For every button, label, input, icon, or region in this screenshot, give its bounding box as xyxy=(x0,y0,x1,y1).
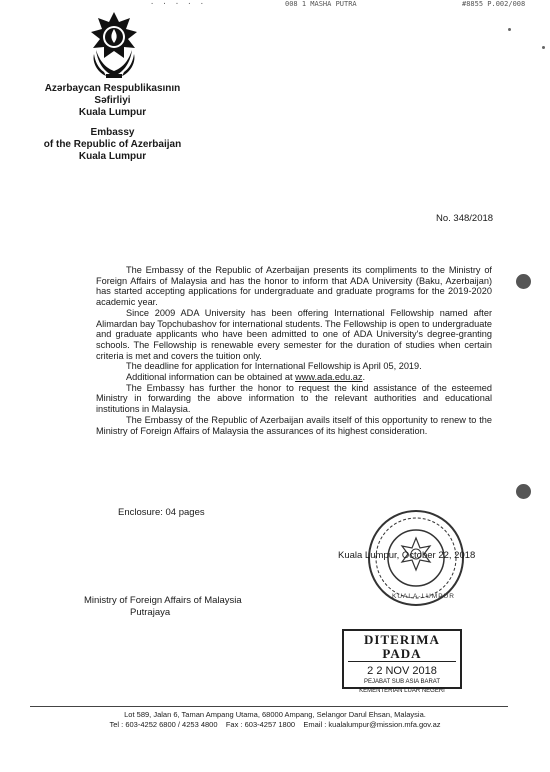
body-paragraph: Since 2009 ADA University has been offering International Fellowship named after Alimardan bay Topchubashov for international students. The Fellowship is open to undergraduate and graduate applicants who have been admitted to one of ADA University's degree-granting schools. The Fellowship is renewable every semester for the duration of studies when certain criteria is met and covers the tuition only. xyxy=(96,307,492,361)
info-prefix: Additional information can be obtained at xyxy=(126,372,296,383)
received-stamp xyxy=(342,629,462,694)
punch-hole-icon xyxy=(516,274,531,289)
embassy-contact-footer xyxy=(40,710,510,730)
fax-header-sender: 008 1 MASHA PUTRA xyxy=(285,0,357,8)
scan-speck xyxy=(542,46,545,49)
reference-number: No. 348/2018 xyxy=(436,213,494,224)
body-paragraph: The deadline for application for International Fellowship is April 05, 2019. xyxy=(126,361,422,372)
sender-az-line1: Azərbaycan Respublikasının xyxy=(44,83,181,94)
recipient-name: Ministry of Foreign Affairs of Malaysia xyxy=(84,595,242,606)
letter-body xyxy=(96,265,492,436)
received-stamp-title: DITERIMA PADA xyxy=(348,633,456,662)
ada-website-link[interactable]: www.ada.edu.az xyxy=(295,372,363,383)
body-paragraph: The Embassy of the Republic of Azerbaijan presents its compliments to the Ministry of Foreign Affairs of Malaysia and has the honor to inform that ADA University (Baku, Azerbaijan) has started accepting applications for undergraduate and graduate programs for the 2019-2020 academic year. xyxy=(96,265,492,308)
sender-name-english xyxy=(30,127,195,163)
scan-speck xyxy=(508,28,511,31)
fax-header-dots: · · · · · xyxy=(150,0,206,8)
info-suffix: . xyxy=(362,372,366,383)
sender-name-azerbaijani xyxy=(30,83,195,119)
received-stamp-dept1: PEJABAT SUB ASIA BARAT xyxy=(363,679,441,685)
received-stamp-dept2: KEMENTERIAN LUAR NEGERI xyxy=(359,688,445,694)
azerbaijan-emblem-icon xyxy=(84,10,144,82)
fax-header xyxy=(0,0,550,10)
enclosure-note: Enclosure: 04 pages xyxy=(118,507,205,518)
received-stamp-date: 2 2 NOV 2018 xyxy=(367,665,437,677)
body-paragraph: The Embassy of the Republic of Azerbaijan avails itself of this opportunity to renew to the Ministry of Foreign Affairs of Malaysia the assurances of its highest consideration. xyxy=(96,414,492,436)
sender-az-line3: Kuala Lumpur xyxy=(78,107,147,118)
sender-en-line3: Kuala Lumpur xyxy=(78,151,147,162)
recipient-city: Putrajaya xyxy=(130,607,171,618)
place-and-date: Kuala Lumpur, October 22, 2018 xyxy=(338,550,476,561)
sender-az-line2: Səfirliyi xyxy=(94,95,131,106)
body-paragraph xyxy=(96,372,492,383)
sender-en-line1: Embassy xyxy=(90,127,135,138)
fax-header-page: #8855 P.002/008 xyxy=(462,0,526,8)
recipient xyxy=(84,595,242,619)
seal-text: KUALA-LUMPUR xyxy=(392,593,455,600)
sender-en-line2: of the Republic of Azerbaijan xyxy=(43,139,182,150)
footer-contacts: Tel : 603-4252 6800 / 4253 4800 Fax : 603-4257 1800 Email : kualalumpur@mission.mfa.gov.az xyxy=(109,720,441,729)
punch-hole-icon xyxy=(516,484,531,499)
footer-address: Lot 589, Jalan 6, Taman Ampang Utama, 68000 Ampang, Selangor Darul Ehsan, Malaysia. xyxy=(124,710,426,719)
footer-divider xyxy=(30,706,508,707)
body-paragraph: The Embassy has further the honor to request the kind assistance of the esteemed Ministry in forwarding the above information to the relevant authorities and educational institutions in Malaysia. xyxy=(96,382,492,415)
